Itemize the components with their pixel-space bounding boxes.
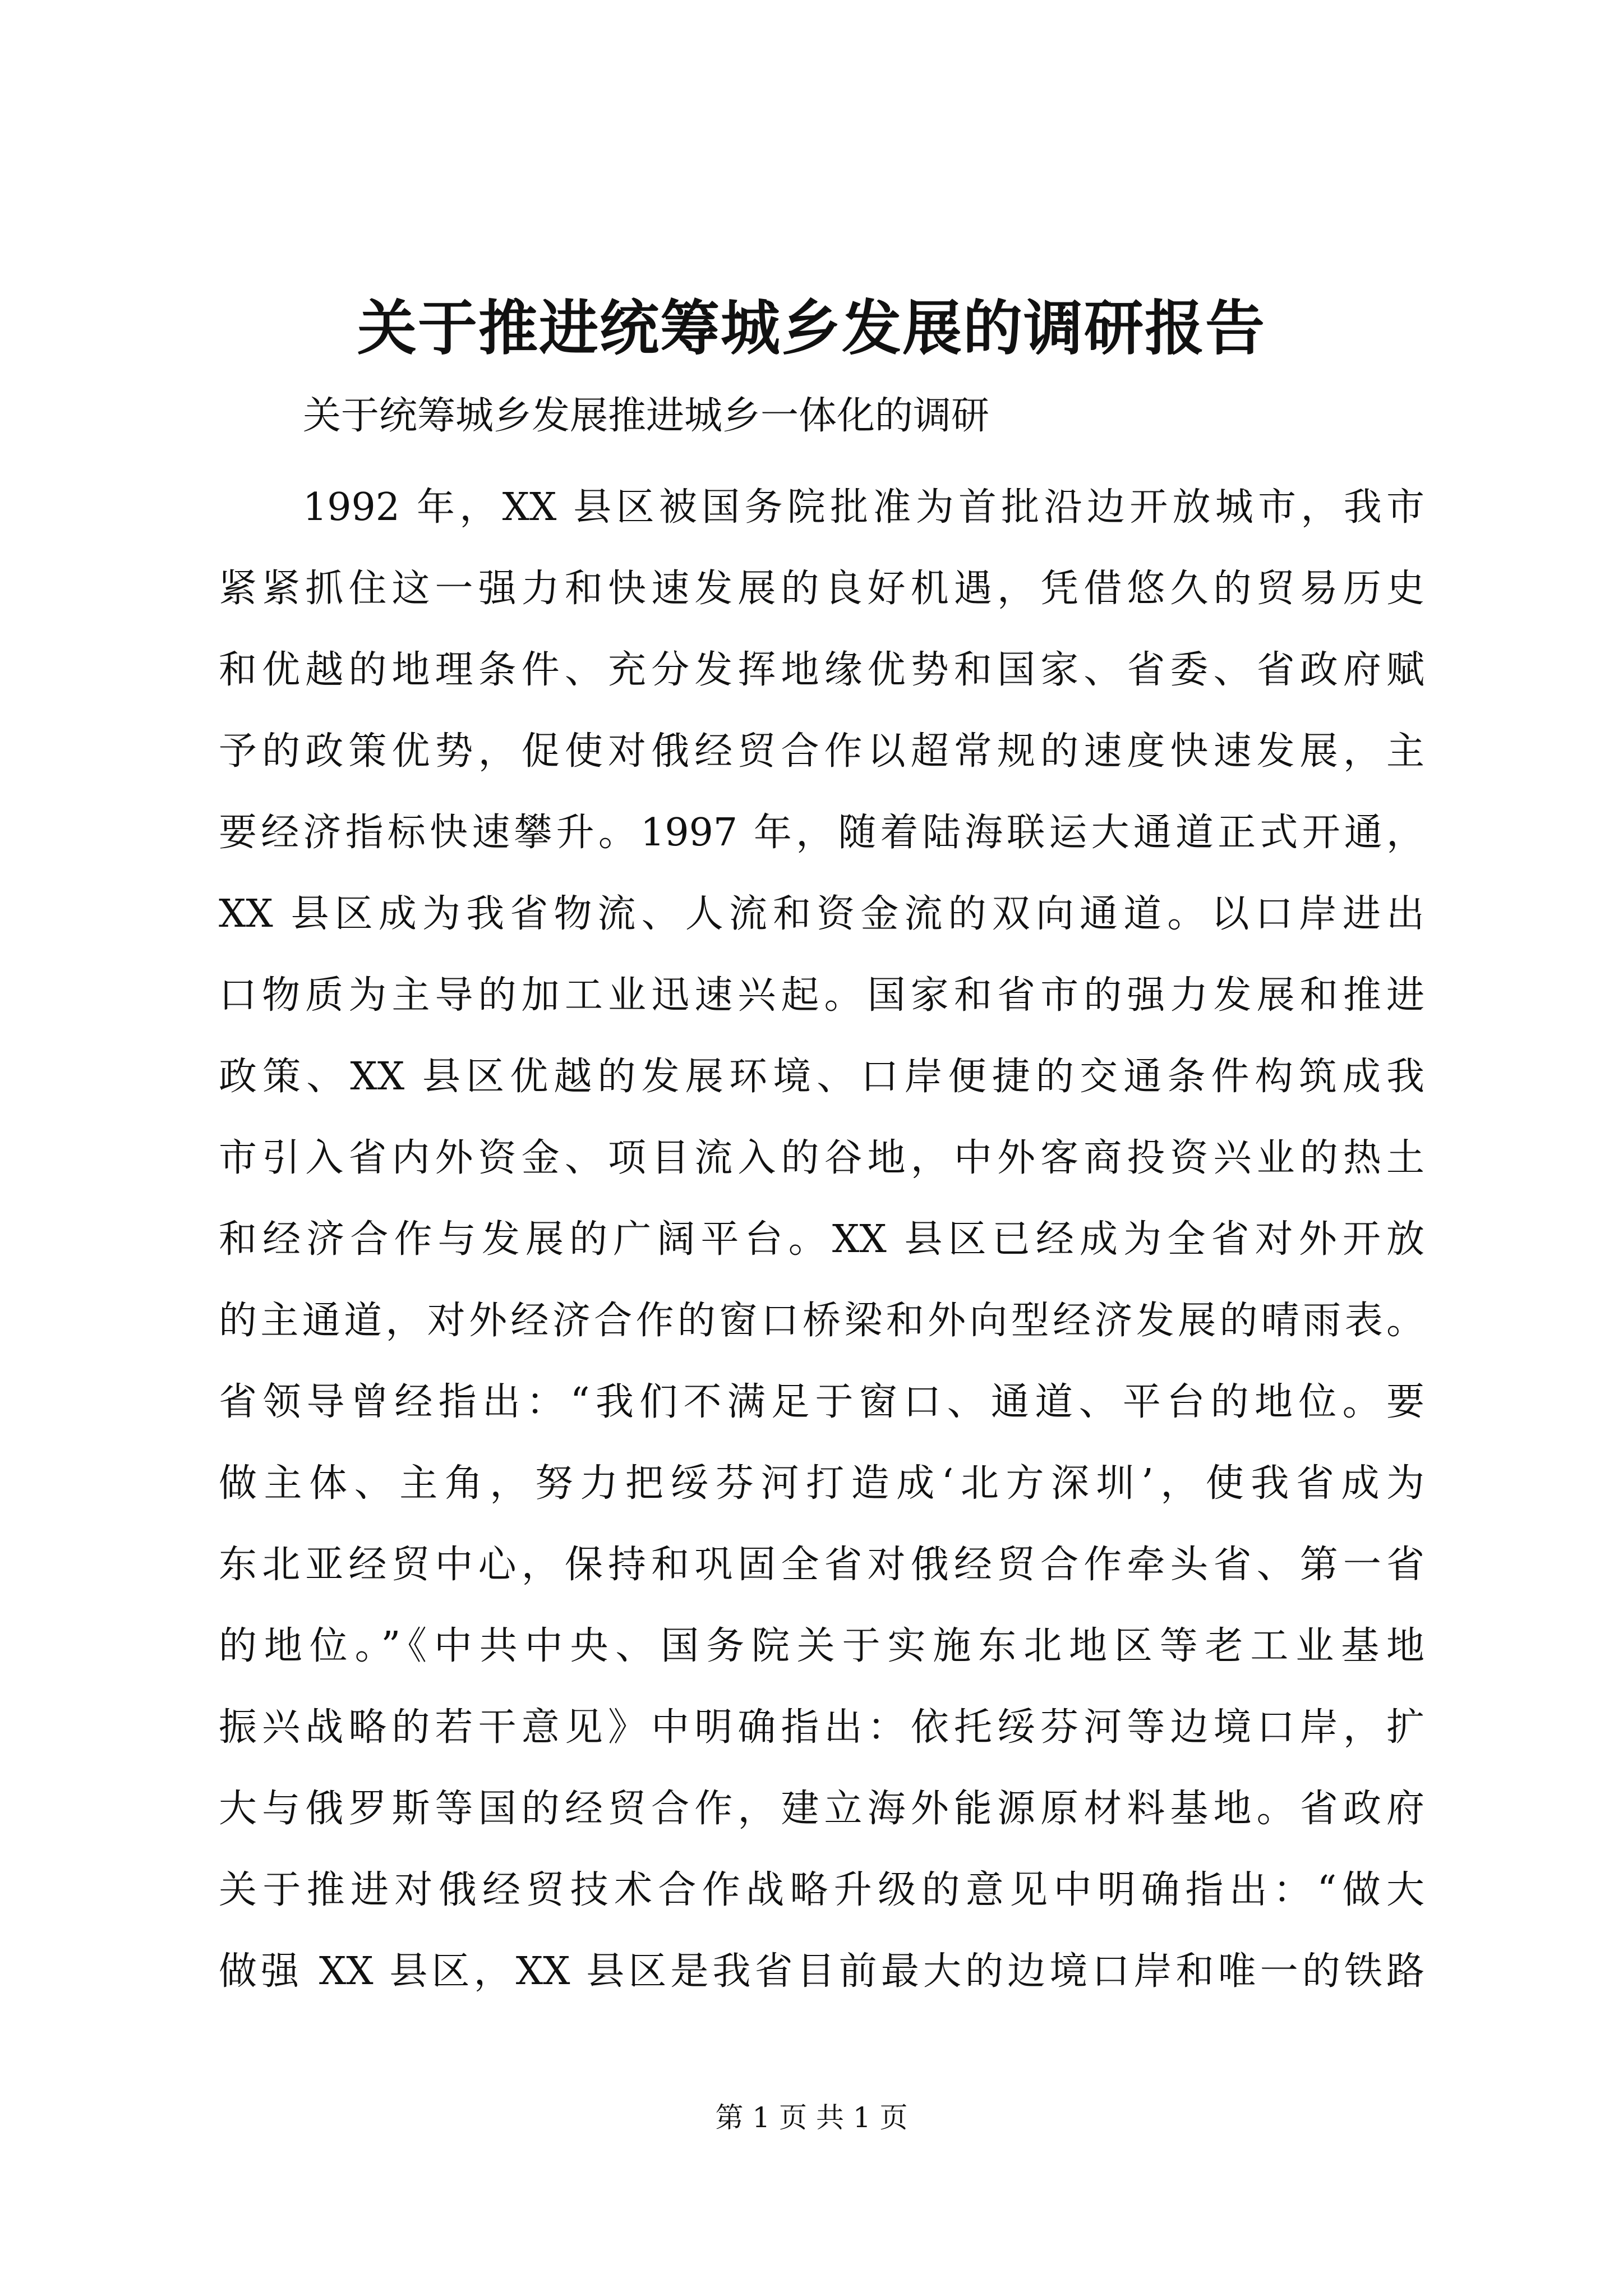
body-line: 1992 年，XX 县区被国务院批准为首批沿边开放城市，我市 [303, 485, 1424, 530]
body-line: XX 县区成为我省物流、人流和资金流的双向通道。以口岸进出 [219, 892, 1424, 936]
body-line: 振兴战略的若干意见》中明确指出：依托绥芬河等边境口岸，扩 [219, 1705, 1424, 1750]
document-subtitle: 关于统筹城乡发展推进城乡一体化的调研 [303, 394, 990, 438]
body-line: 予的政策优势，促使对俄经贸合作以超常规的速度快速发展，主 [219, 729, 1424, 774]
body-line: 做主体、主角，努力把绥芬河打造成‘北方深圳’，使我省成为 [219, 1461, 1424, 1506]
document-title: 关于推进统筹城乡发展的调研报告 [357, 293, 1266, 363]
body-line: 和经济合作与发展的广阔平台。XX 县区已经成为全省对外开放 [219, 1217, 1424, 1262]
body-line: 省领导曾经指出：“我们不满足于窗口、通道、平台的地位。要 [219, 1380, 1424, 1424]
body-line: 大与俄罗斯等国的经贸合作，建立海外能源原材料基地。省政府 [219, 1787, 1424, 1831]
body-line: 关于推进对俄经贸技术合作战略升级的意见中明确指出：“做大 [219, 1868, 1424, 1912]
page-footer: 第 1 页 共 1 页 [715, 2101, 908, 2134]
body-line: 口物质为主导的加工业迅速兴起。国家和省市的强力发展和推进 [219, 973, 1424, 1018]
body-line: 要经济指标快速攀升。1997 年，随着陆海联运大通道正式开通， [219, 811, 1424, 855]
body-line: 做强 XX 县区，XX 县区是我省目前最大的边境口岸和唯一的铁路 [219, 1949, 1424, 1994]
body-line: 和优越的地理条件、充分发挥地缘优势和国家、省委、省政府赋 [219, 648, 1424, 692]
body-line: 东北亚经贸中心，保持和巩固全省对俄经贸合作牵头省、第一省 [219, 1543, 1424, 1587]
body-line: 紧紧抓住这一强力和快速发展的良好机遇，凭借悠久的贸易历史 [219, 567, 1424, 611]
body-line: 政策、XX 县区优越的发展环境、口岸便捷的交通条件构筑成我 [219, 1055, 1424, 1099]
body-line: 市引入省内外资金、项目流入的谷地，中外客商投资兴业的热土 [219, 1136, 1424, 1180]
body-line: 的地位。”《中共中央、国务院关于实施东北地区等老工业基地 [219, 1624, 1424, 1668]
body-line: 的主通道，对外经济合作的窗口桥梁和外向型经济发展的晴雨表。 [219, 1299, 1424, 1343]
